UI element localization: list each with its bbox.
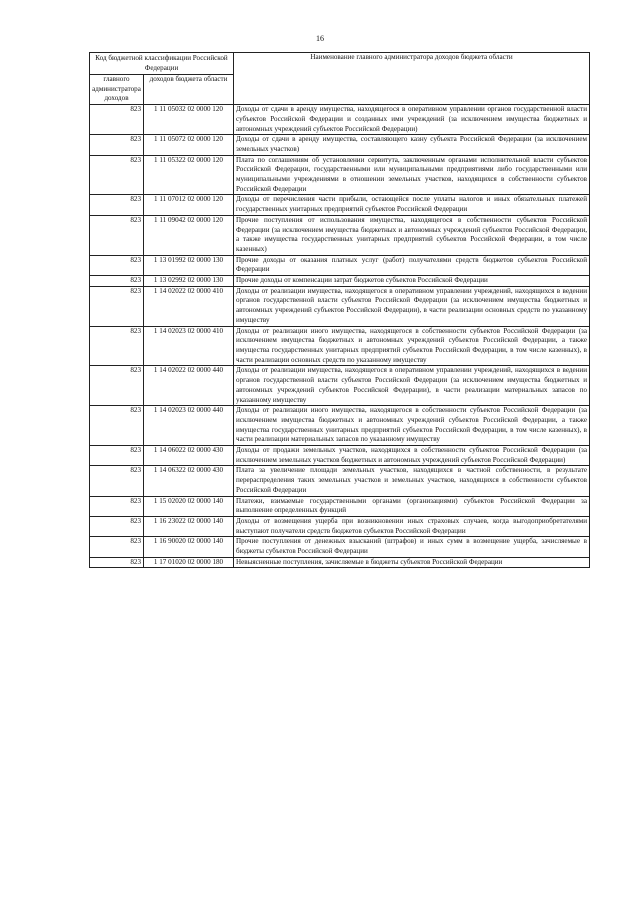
admin-code-cell: 823 — [90, 516, 144, 536]
income-name-cell: Доходы от реализации иного имущества, находящегося в собственности субъектов Российской Федерации (за исключением имущества бюджетных и автономных учреждений субъектов Российской Федерации, а также имущества государственных унитарных предприятий субъектов Российской Федерации, в том числе казенных), в части реализации основных средств по указанному имуществу — [234, 326, 590, 366]
income-code-cell: 1 17 01020 02 0000 180 — [144, 557, 234, 568]
table-row — [90, 446, 590, 466]
income-code-cell: 1 16 90020 02 0000 140 — [144, 537, 234, 557]
table-row — [90, 406, 590, 446]
income-name-cell: Плата по соглашениям об установлении сервитута, заключенным органами исполнительной власти субъектов Российской Федерации, государственными или муниципальными предприятиями либо государственными или муниципальными учреждениями в отношении земельных участков, находящихся в собственности субъектов Российской Федерации — [234, 155, 590, 195]
header-administrator-name: Наименование главного администратора доходов бюджета области — [234, 53, 590, 105]
table-row — [90, 215, 590, 255]
admin-code-cell: 823 — [90, 195, 144, 215]
income-code-cell: 1 11 05072 02 0000 120 — [144, 135, 234, 155]
budget-classification-table — [89, 52, 590, 568]
income-name-cell: Прочие доходы от оказания платных услуг (работ) получателями средств бюджетов субъектов Российской Федерации — [234, 255, 590, 275]
income-code-cell: 1 15 02020 02 0000 140 — [144, 496, 234, 516]
income-code-cell: 1 16 23022 02 0000 140 — [144, 516, 234, 536]
income-name-cell: Доходы от возмещения ущерба при возникновении иных страховых случаев, когда выгодоприобретателями выступают получатели средств бюджетов субъектов Российской Федерации — [234, 516, 590, 536]
header-income-code: доходов бюджета области — [144, 75, 234, 105]
income-code-cell: 1 13 02992 02 0000 130 — [144, 276, 234, 287]
income-code-cell: 1 14 06322 02 0000 430 — [144, 466, 234, 496]
admin-code-cell: 823 — [90, 446, 144, 466]
admin-code-cell: 823 — [90, 215, 144, 255]
income-name-cell: Платежи, взимаемые государственными органами (организациями) субъектов Российской Федерации за выполнение определенных функций — [234, 496, 590, 516]
admin-code-cell: 823 — [90, 326, 144, 366]
table-row — [90, 366, 590, 406]
admin-code-cell: 823 — [90, 537, 144, 557]
table-row — [90, 496, 590, 516]
income-name-cell: Доходы от реализации иного имущества, находящегося в собственности субъектов Российской Федерации (за исключением имущества бюджетных и автономных учреждений субъектов Российской Федерации, а также имущества государственных унитарных предприятий субъектов Российской Федерации, в том числе казенных), в части реализации материальных запасов по указанному имуществу — [234, 406, 590, 446]
income-code-cell: 1 14 06022 02 0000 430 — [144, 446, 234, 466]
income-name-cell: Прочие поступления от использования имущества, находящегося в собственности субъектов Российской Федерации (за исключением имущества бюджетных и автономных учреждений субъектов Российской Федерации, а также имущества государственных унитарных предприятий субъектов Российской Федерации, в том числе казенных) — [234, 215, 590, 255]
table-row — [90, 105, 590, 135]
page-number: 16 — [316, 34, 324, 43]
income-name-cell: Прочие доходы от компенсации затрат бюджетов субъектов Российской Федерации — [234, 276, 590, 287]
table-row — [90, 135, 590, 155]
table-row — [90, 537, 590, 557]
header-main-administrator: главного администратора доходов — [90, 75, 144, 105]
table-row — [90, 326, 590, 366]
table-row — [90, 255, 590, 275]
table-row — [90, 516, 590, 536]
income-code-cell: 1 11 05322 02 0000 120 — [144, 155, 234, 195]
income-code-cell: 1 14 02022 02 0000 410 — [144, 286, 234, 326]
admin-code-cell: 823 — [90, 105, 144, 135]
income-name-cell: Доходы от перечисления части прибыли, остающейся после уплаты налогов и иных обязательных платежей государственных унитарных предприятий субъектов Российской Федерации — [234, 195, 590, 215]
income-code-cell: 1 13 01992 02 0000 130 — [144, 255, 234, 275]
header-classification-code: Код бюджетной классификации Российской Федерации — [90, 53, 234, 75]
admin-code-cell: 823 — [90, 466, 144, 496]
admin-code-cell: 823 — [90, 255, 144, 275]
admin-code-cell: 823 — [90, 496, 144, 516]
admin-code-cell: 823 — [90, 406, 144, 446]
admin-code-cell: 823 — [90, 135, 144, 155]
income-name-cell: Доходы от продажи земельных участков, находящихся в собственности субъектов Российской Федерации (за исключением земельных участков бюджетных и автономных учреждений субъектов Российской Федерации) — [234, 446, 590, 466]
income-code-cell: 1 11 09042 02 0000 120 — [144, 215, 234, 255]
admin-code-cell: 823 — [90, 286, 144, 326]
income-code-cell: 1 11 05032 02 0000 120 — [144, 105, 234, 135]
table-row — [90, 195, 590, 215]
income-name-cell: Плата за увеличение площади земельных участков, находящихся в частной собственности, в результате перераспределения таких земельных участков и земельных участков, находящихся в собственности субъектов Российской Федерации — [234, 466, 590, 496]
income-name-cell: Доходы от реализации имущества, находящегося в оперативном управлении учреждений, находящихся в ведении органов государственной власти субъектов Российской Федерации (за исключением имущества бюджетных и автономных учреждений субъектов Российской Федерации), в части реализации основных средств по указанному имуществу — [234, 286, 590, 326]
table-row — [90, 276, 590, 287]
table-row — [90, 466, 590, 496]
income-code-cell: 1 14 02022 02 0000 440 — [144, 366, 234, 406]
income-name-cell: Доходы от реализации имущества, находящегося в оперативном управлении учреждений, находящихся в ведении органов государственной власти субъектов Российской Федерации (за исключением имущества бюджетных и автономных учреждений субъектов Российской Федерации), в части реализации материальных запасов по указанному имуществу — [234, 366, 590, 406]
table-body — [90, 105, 590, 568]
income-name-cell: Прочие поступления от денежных взысканий (штрафов) и иных сумм в возмещение ущерба, зачисляемые в бюджеты субъектов Российской Федерации — [234, 537, 590, 557]
table-row — [90, 155, 590, 195]
income-code-cell: 1 14 02023 02 0000 440 — [144, 406, 234, 446]
income-name-cell: Доходы от сдачи в аренду имущества, составляющего казну субъекта Российской Федерации (за исключением земельных участков) — [234, 135, 590, 155]
income-name-cell: Невыясненные поступления, зачисляемые в бюджеты субъектов Российской Федерации — [234, 557, 590, 568]
income-name-cell: Доходы от сдачи в аренду имущества, находящегося в оперативном управлении органов государственной власти субъектов Российской Федерации и созданных ими учреждений (за исключением имущества бюджетных и автономных учреждений субъектов Российской Федерации) — [234, 105, 590, 135]
income-code-cell: 1 11 07012 02 0000 120 — [144, 195, 234, 215]
admin-code-cell: 823 — [90, 276, 144, 287]
table-row — [90, 286, 590, 326]
income-code-cell: 1 14 02023 02 0000 410 — [144, 326, 234, 366]
admin-code-cell: 823 — [90, 557, 144, 568]
table-row — [90, 557, 590, 568]
admin-code-cell: 823 — [90, 366, 144, 406]
admin-code-cell: 823 — [90, 155, 144, 195]
